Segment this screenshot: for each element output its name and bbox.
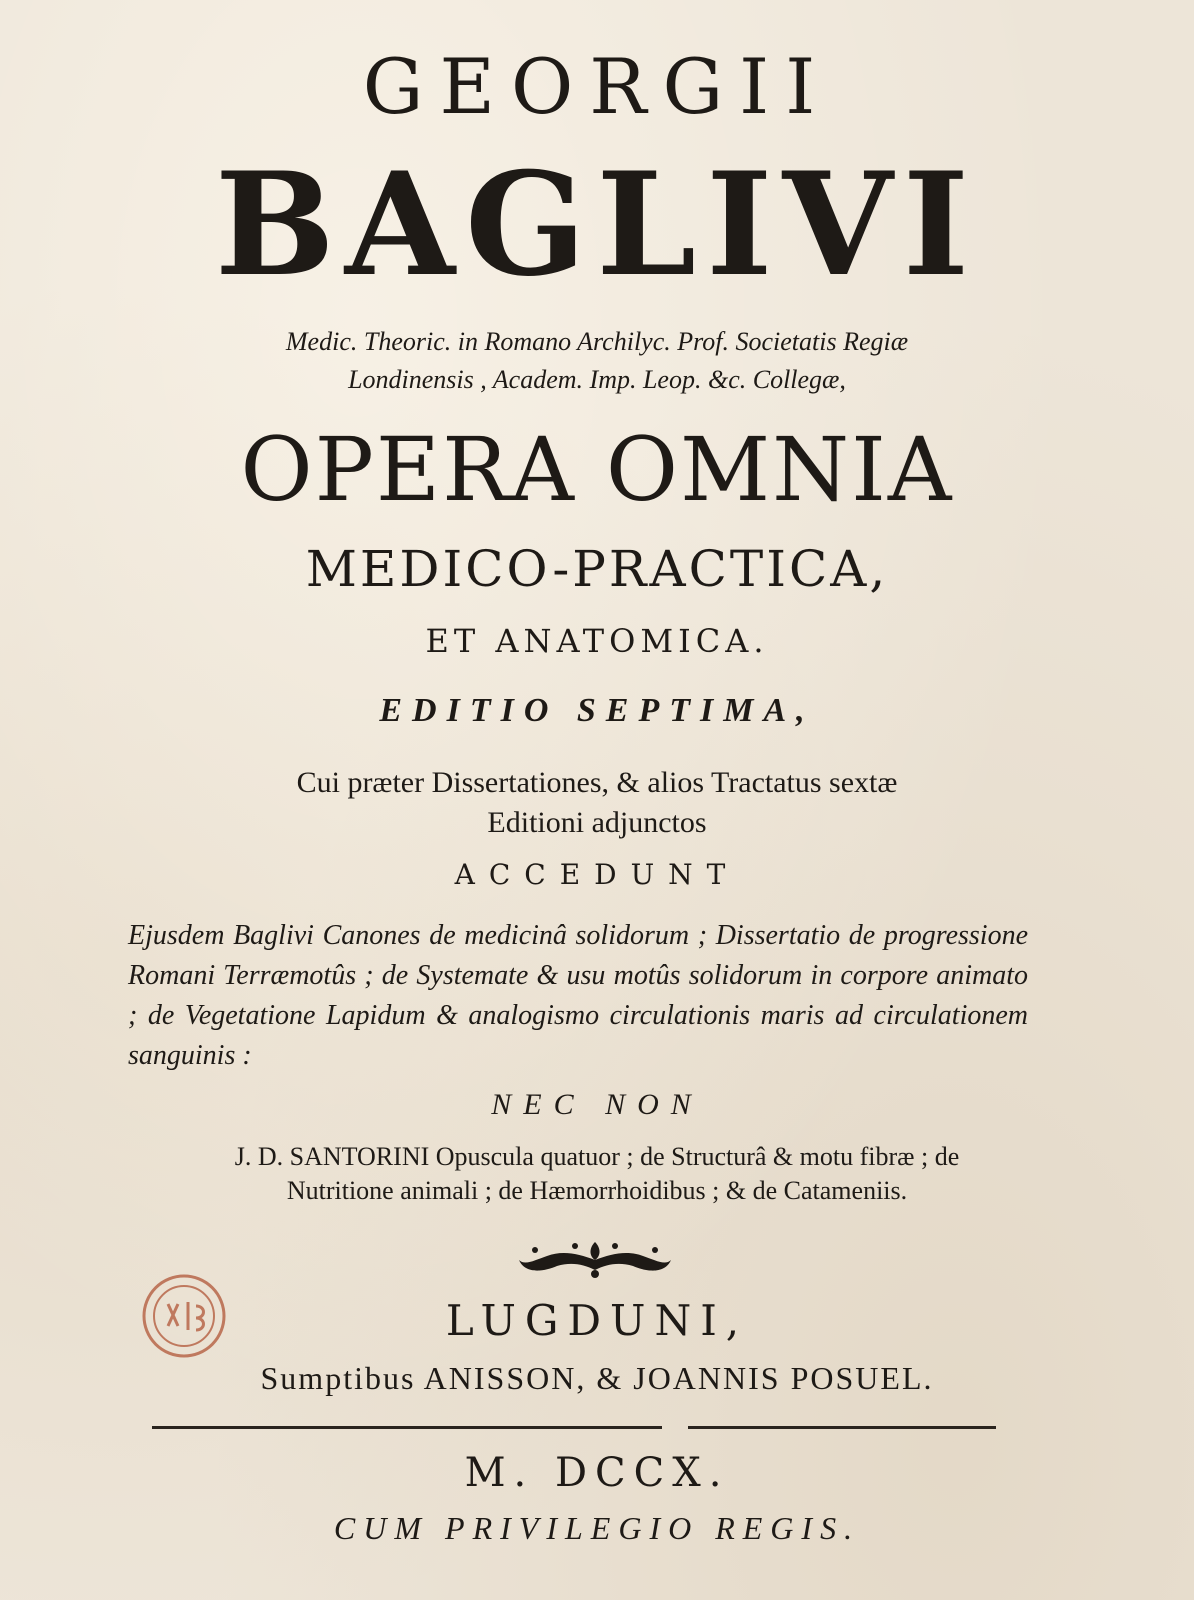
printers-ornament-icon bbox=[515, 1236, 675, 1280]
author-titles-line-2: Londinensis , Academ. Imp. Leop. &c. Collegæ, bbox=[348, 365, 846, 394]
contents-paragraph: Ejusdem Baglivi Canones de medicinâ solidorum ; Dissertatio de progressione Romani Terræmotûs ; de Systemate & usu motûs solidorum in corpore animato ; de Vegetatione Lapidum & analogismo circulationis maris ad circulationem sanguinis : bbox=[128, 920, 1028, 1071]
author-first-name: GEORGII bbox=[362, 42, 832, 131]
nec-non-heading: NEC NON bbox=[491, 1088, 703, 1121]
author-titles-line-1: Medic. Theoric. in Romano Archilyc. Prof. Societatis Regiæ bbox=[285, 327, 909, 356]
publisher-line: Sumptibus ANISSON, & JOANNIS POSUEL. bbox=[260, 1360, 934, 1396]
main-title: OPERA OMNIA bbox=[240, 418, 954, 521]
santorini-line-1: J. D. SANTORINI Opuscula quatuor ; de Structurâ & motu fibræ ; de bbox=[234, 1142, 960, 1171]
divider-rule-left bbox=[152, 1426, 662, 1429]
note-line-1: Cui præter Dissertationes, & alios Tractatus sextæ bbox=[296, 766, 898, 799]
divider-rule-right bbox=[688, 1426, 996, 1429]
publication-year: M. DCCX. bbox=[464, 1450, 730, 1496]
subtitle-line-1: MEDICO-PRACTICA, bbox=[305, 540, 889, 598]
accedunt-heading: ACCEDUNT bbox=[454, 858, 740, 891]
author-last-name: BAGLIVI bbox=[214, 142, 980, 308]
place-of-publication: LUGDUNI, bbox=[445, 1296, 749, 1345]
privilege-line: CUM PRIVILEGIO REGIS. bbox=[333, 1510, 861, 1546]
note-line-2: Editioni adjunctos bbox=[487, 806, 707, 839]
santorini-line-2: Nutritione animali ; de Hæmorrhoidibus ; & de Catameniis. bbox=[286, 1176, 908, 1205]
edition-statement: EDITIO SEPTIMA, bbox=[379, 692, 815, 729]
subtitle-line-2: ET ANATOMICA. bbox=[425, 622, 769, 660]
